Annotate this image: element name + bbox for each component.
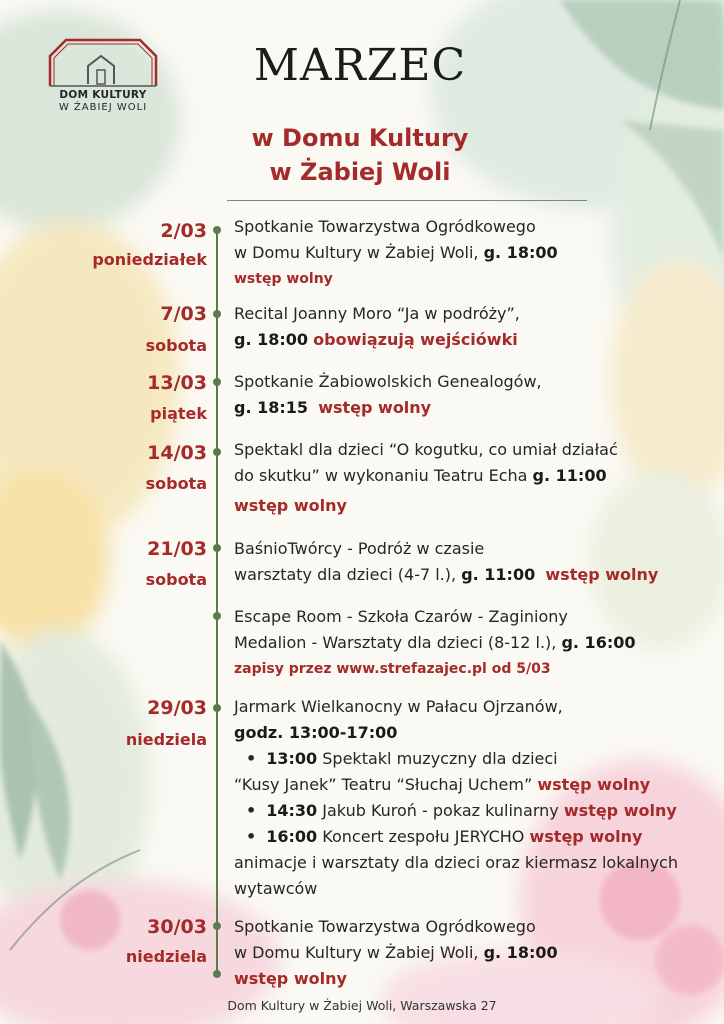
timeline-dot — [213, 922, 221, 930]
event-time: g. 18:00 — [483, 243, 558, 262]
entry-note: wstęp wolny — [563, 801, 677, 820]
event-date: 29/03 — [147, 697, 207, 719]
event-description — [234, 604, 714, 682]
timeline-dot — [213, 226, 221, 234]
event-description — [234, 301, 714, 353]
event-line: Spotkanie Żabiowolskich Genealogów, — [234, 372, 542, 391]
timeline-dot — [213, 378, 221, 386]
subtitle-line1: w Domu Kultury — [251, 124, 469, 152]
event-line: warsztaty dla dzieci (4-7 l.), — [234, 565, 457, 584]
entry-note: wstęp wolny — [234, 271, 333, 287]
event-time: g. 18:00 — [234, 330, 309, 349]
event-description — [234, 914, 714, 992]
event-time: g. 18:00 — [483, 943, 558, 962]
event-description — [234, 694, 714, 902]
item-time: 13:00 — [266, 749, 318, 768]
event-line: w Domu Kultury w Żabiej Woli, — [234, 943, 479, 962]
event-time: g. 18:15 — [234, 398, 309, 417]
event-line: w Domu Kultury w Żabiej Woli, — [234, 243, 479, 262]
logo-text-line1: DOM KULTURY — [59, 89, 147, 101]
event-line: BaśnioTwórcy - Podróż w czasie — [234, 539, 485, 558]
item-text: “Kusy Janek” Teatru “Słuchaj Uchem” — [234, 775, 533, 794]
event-line: do skutku” w wykonaniu Teatru Echa — [234, 466, 528, 485]
event-day: sobota — [145, 474, 207, 493]
entry-note: wstęp wolny — [234, 969, 347, 988]
entry-note: wstęp wolny — [537, 775, 651, 794]
timeline-dot — [213, 970, 221, 978]
timeline-dot — [213, 704, 221, 712]
event-day: sobota — [145, 570, 207, 589]
event-line: Recital Joanny Moro “Ja w podróży”, — [234, 304, 520, 323]
item-time: 16:00 — [266, 827, 318, 846]
timeline-dot — [213, 612, 221, 620]
item-time: 14:30 — [266, 801, 318, 820]
event-time: g. 16:00 — [561, 633, 636, 652]
timeline-line — [216, 228, 218, 976]
entry-note: wstęp wolny — [318, 398, 432, 417]
event-line: Jarmark Wielkanocny w Pałacu Ojrzanów, — [234, 697, 563, 716]
logo-text-line2: W ŻABIEJ WOLI — [58, 102, 148, 113]
item-text: Jakub Kuroń - pokaz kulinarny — [322, 801, 559, 820]
event-day: poniedziałek — [92, 250, 207, 269]
event-line: wytawców — [234, 879, 318, 898]
item-text: Koncert zespołu JERYCHO — [322, 827, 525, 846]
event-day: sobota — [145, 336, 207, 355]
subtitle-line2: w Żabiej Woli — [269, 158, 451, 186]
entry-note: wstęp wolny — [529, 827, 643, 846]
divider — [227, 200, 587, 201]
entry-note: obowiązują wejściówki — [313, 330, 518, 349]
event-date: 2/03 — [160, 220, 207, 242]
event-line: animacje i warsztaty dla dzieci oraz kiermasz lokalnych — [234, 853, 678, 872]
event-time: g. 11:00 — [461, 565, 536, 584]
program-item — [234, 798, 714, 824]
registration-note: zapisy przez www.strefazajec.pl od 5/03 — [234, 661, 551, 677]
page-title: MARZEC — [253, 40, 467, 91]
event-date: 13/03 — [147, 372, 207, 394]
timeline-dot — [213, 448, 221, 456]
event-date: 7/03 — [160, 303, 207, 325]
footer-address: Dom Kultury w Żabiej Woli, Warszawska 27 — [227, 998, 497, 1013]
event-time: godz. 13:00-17:00 — [234, 723, 398, 742]
item-text: Spektakl muzyczny dla dzieci — [322, 749, 558, 768]
event-time: g. 11:00 — [532, 466, 607, 485]
entry-note: wstęp wolny — [234, 496, 347, 515]
event-description — [234, 214, 714, 292]
timeline-dot — [213, 544, 221, 552]
event-line: Spotkanie Towarzystwa Ogródkowego — [234, 917, 536, 936]
event-description — [234, 536, 714, 588]
event-line: Medalion - Warsztaty dla dzieci (8-12 l.), — [234, 633, 557, 652]
event-description — [234, 437, 714, 519]
entry-note: wstęp wolny — [545, 565, 659, 584]
event-day: piątek — [150, 404, 207, 423]
event-line: Spektakl dla dzieci “O kogutku, co umiał działać — [234, 440, 618, 459]
event-date: 14/03 — [147, 442, 207, 464]
event-line: Spotkanie Towarzystwa Ogródkowego — [234, 217, 536, 236]
event-description — [234, 369, 714, 421]
program-item — [234, 824, 714, 850]
event-line: Escape Room - Szkoła Czarów - Zaginiony — [234, 607, 568, 626]
event-day: niedziela — [125, 730, 207, 749]
event-date: 21/03 — [147, 538, 207, 560]
event-day: niedziela — [125, 947, 207, 966]
event-date: 30/03 — [147, 916, 207, 938]
program-item — [234, 746, 714, 772]
timeline-dot — [213, 310, 221, 318]
